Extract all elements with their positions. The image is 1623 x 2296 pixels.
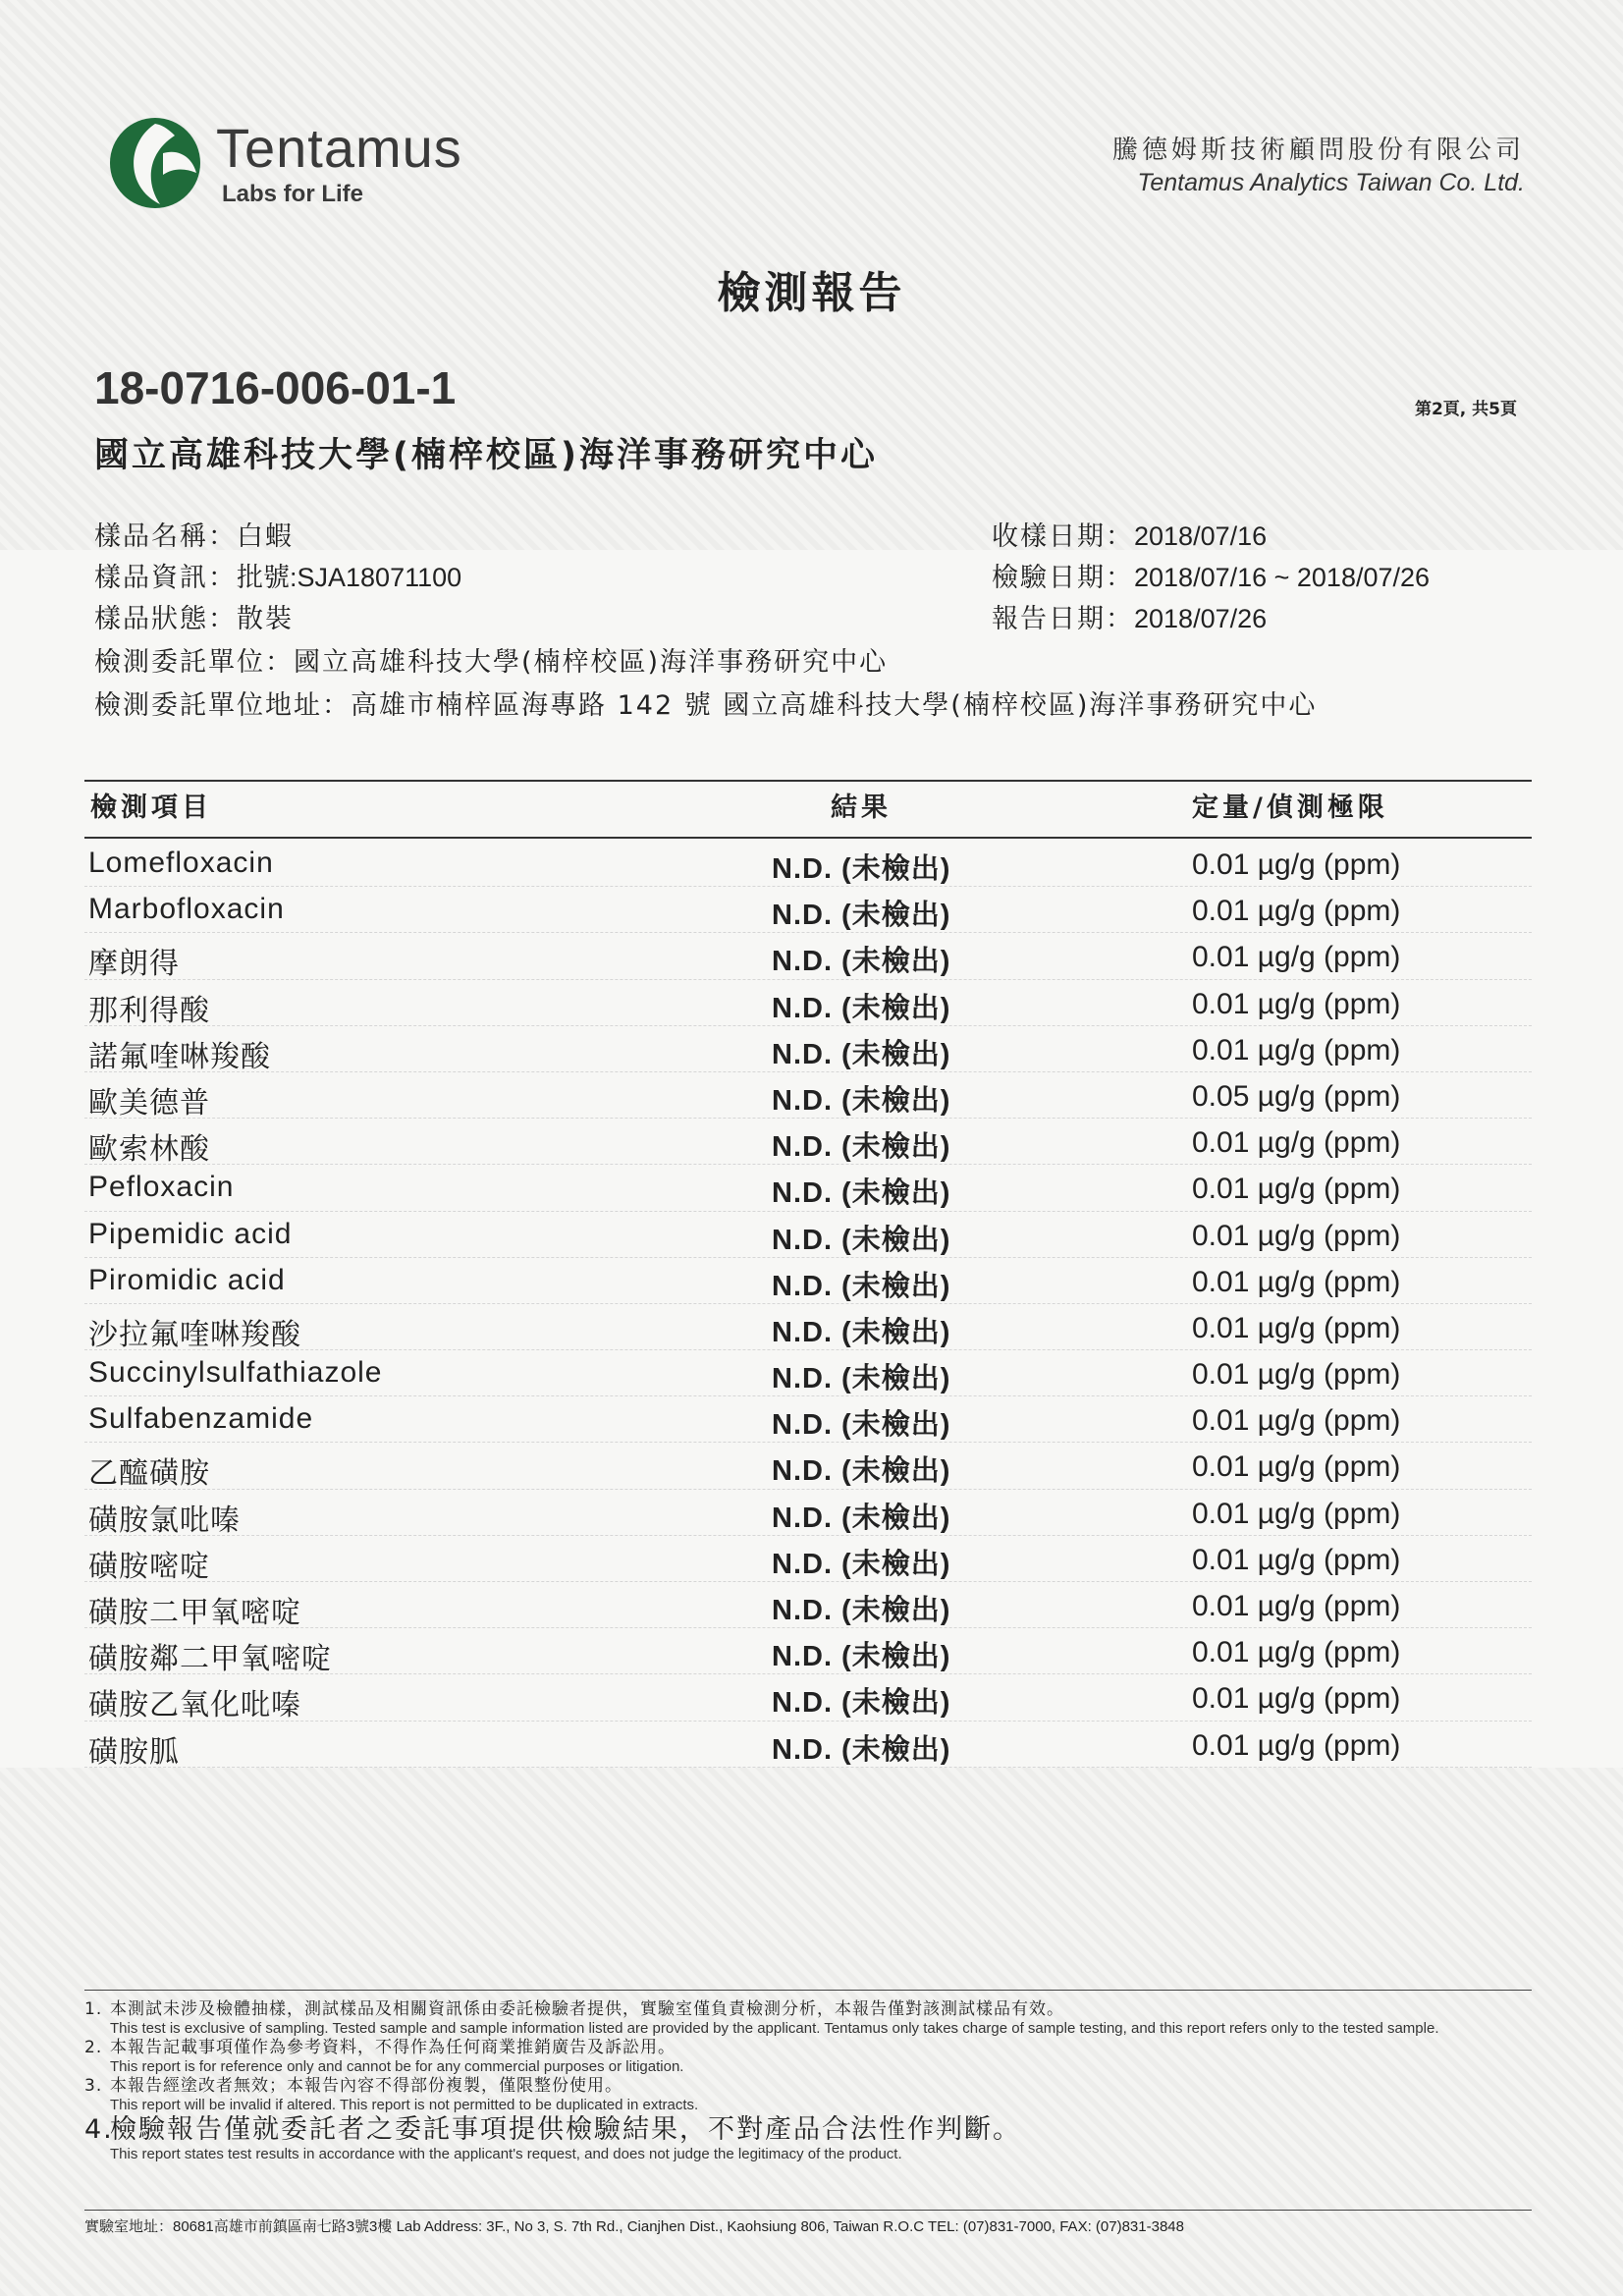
result-cell: N.D. (未檢出): [772, 992, 951, 1024]
note-number: 3.: [84, 2076, 103, 2096]
table-row: [84, 980, 1532, 1026]
table-top-rule: [84, 780, 1532, 782]
limit-cell: 0.01 µg/g (ppm): [1192, 1358, 1401, 1392]
sample-state-label: 樣品狀態：: [94, 604, 237, 634]
test-item-cell: 歐索林酸: [88, 1133, 210, 1167]
limit-cell: 0.01 µg/g (ppm): [1192, 1033, 1401, 1066]
header-result: 結果: [831, 793, 892, 823]
company-name-zh: 騰德姆斯技術顧問股份有限公司: [1111, 136, 1525, 165]
note-text-en: This report is for reference only and cannot be for any commercial purposes or litigation.: [110, 2058, 684, 2075]
note-text-zh: 本測試未涉及檢體抽樣，測試樣品及相關資訊係由委託檢驗者提供，實驗室僅負責檢測分析，本報告僅對該測試樣品有效。: [110, 1999, 1064, 2019]
client-row: [94, 640, 888, 679]
sample-name-row: [94, 515, 294, 553]
table-row: [84, 1582, 1532, 1628]
result-cell: N.D. (未檢出): [772, 1177, 951, 1210]
document-title: 檢測報告: [717, 268, 906, 318]
test-item-cell: 磺胺乙氧化吡嗪: [88, 1689, 301, 1722]
table-row: [84, 1674, 1532, 1721]
note-number: 4.: [84, 2114, 114, 2145]
result-cell: N.D. (未檢出): [772, 1363, 951, 1395]
result-cell: N.D. (未檢出): [772, 1687, 951, 1720]
client-address-label: 檢測委託單位地址：: [94, 690, 351, 721]
sample-state-row: [94, 597, 294, 635]
note-text-zh: 本報告經塗改者無效；本報告內容不得部份複製，僅限整份使用。: [110, 2076, 622, 2096]
report-date-label: 報告日期：: [992, 604, 1134, 634]
footer-rule: [84, 1990, 1532, 1991]
client-value: 國立高雄科技大學(楠梓校區)海洋事務研究中心: [294, 647, 889, 678]
table-row: [84, 1165, 1532, 1211]
test-item-cell: Pefloxacin: [88, 1171, 235, 1204]
note-text-en: This test is exclusive of sampling. Tested sample and sample information listed are provided by the applicant. Tentamus only takes charge of sample testing, and this report refers only to the tested sample.: [110, 2020, 1439, 2037]
result-cell: N.D. (未檢出): [772, 1548, 951, 1580]
test-item-cell: 磺胺氯吡嗪: [88, 1503, 241, 1537]
result-cell: N.D. (未檢出): [772, 900, 951, 932]
table-row: [84, 1396, 1532, 1443]
test-item-cell: 那利得酸: [88, 994, 210, 1027]
test-item-cell: Succinylsulfathiazole: [88, 1356, 383, 1390]
limit-cell: 0.01 µg/g (ppm): [1192, 848, 1401, 881]
sample-info-label: 樣品資訊：: [94, 563, 237, 593]
sample-name-value: 白蝦: [237, 521, 294, 552]
footer-note: [84, 2114, 1532, 2163]
client-label: 檢測委託單位：: [94, 647, 294, 678]
client-address-value: 高雄市楠梓區海專路 142 號 國立高雄科技大學(楠梓校區)海洋事務研究中心: [351, 690, 1318, 721]
table-row: [84, 1490, 1532, 1536]
test-date-row: [992, 556, 1430, 594]
result-cell: N.D. (未檢出): [772, 853, 951, 885]
result-cell: N.D. (未檢出): [772, 1641, 951, 1673]
sample-name-label: 樣品名稱：: [94, 521, 237, 552]
result-cell: N.D. (未檢出): [772, 1131, 951, 1164]
limit-cell: 0.05 µg/g (ppm): [1192, 1079, 1401, 1113]
test-item-cell: 磺胺鄰二甲氧嘧啶: [88, 1643, 332, 1676]
result-cell: N.D. (未檢出): [772, 1502, 951, 1534]
limit-cell: 0.01 µg/g (ppm): [1192, 1497, 1401, 1530]
test-item-cell: Pipemidic acid: [88, 1217, 293, 1250]
table-row: [84, 1628, 1532, 1674]
test-item-cell: 歐美德普: [88, 1086, 210, 1120]
table-row: [84, 1119, 1532, 1165]
result-cell: N.D. (未檢出): [772, 1224, 951, 1256]
table-header-rule: [84, 837, 1532, 839]
limit-cell: 0.01 µg/g (ppm): [1192, 1590, 1401, 1622]
limit-cell: 0.01 µg/g (ppm): [1192, 1682, 1401, 1716]
test-item-cell: 沙拉氟喹啉羧酸: [88, 1318, 301, 1351]
result-cell: N.D. (未檢出): [772, 1270, 951, 1302]
note-text-en: This report states test results in accordance with the applicant's request, and does not judge the legitimacy of the product.: [110, 2146, 902, 2162]
footer-note: [84, 2076, 1532, 2114]
limit-cell: 0.01 µg/g (ppm): [1192, 1728, 1401, 1762]
table-row: [84, 1026, 1532, 1072]
report-date-value: 2018/07/26: [1134, 604, 1268, 633]
company-name-en: Tentamus Analytics Taiwan Co. Ltd.: [1137, 169, 1525, 196]
client-address-row: [94, 683, 1317, 722]
table-row: [84, 1304, 1532, 1350]
limit-cell: 0.01 µg/g (ppm): [1192, 1543, 1401, 1576]
received-date-value: 2018/07/16: [1134, 521, 1268, 551]
test-item-cell: Marbofloxacin: [88, 893, 285, 926]
note-number: 1.: [84, 1999, 103, 2019]
page-indicator: 第2頁, 共5頁: [1414, 400, 1517, 419]
result-cell: N.D. (未檢出): [772, 1084, 951, 1117]
table-row: [84, 1722, 1532, 1768]
sample-info-row: [94, 556, 461, 594]
header-limit: 定量/偵測極限: [1192, 793, 1388, 823]
test-item-cell: Sulfabenzamide: [88, 1402, 314, 1436]
test-item-cell: Piromidic acid: [88, 1263, 286, 1296]
leaf-logo-icon: [106, 114, 204, 212]
note-text-en: This report will be invalid if altered. This report is not permitted to be duplicated in extracts.: [110, 2097, 699, 2113]
result-cell: N.D. (未檢出): [772, 1409, 951, 1442]
table-row: [84, 1536, 1532, 1582]
limit-cell: 0.01 µg/g (ppm): [1192, 1404, 1401, 1438]
table-row: [84, 887, 1532, 933]
brand-name: Tentamus: [216, 117, 462, 179]
client-title: 國立高雄科技大學(楠梓校區)海洋事務研究中心: [94, 436, 878, 475]
test-item-cell: 諾氟喹啉羧酸: [88, 1040, 271, 1073]
test-item-cell: Lomefloxacin: [88, 847, 274, 879]
limit-cell: 0.01 µg/g (ppm): [1192, 1450, 1401, 1484]
limit-cell: 0.01 µg/g (ppm): [1192, 895, 1401, 928]
footer-note: [84, 2038, 1532, 2076]
received-date-label: 收樣日期：: [992, 521, 1134, 552]
result-cell: N.D. (未檢出): [772, 1733, 951, 1766]
result-cell: N.D. (未檢出): [772, 1038, 951, 1070]
limit-cell: 0.01 µg/g (ppm): [1192, 1126, 1401, 1160]
result-cell: N.D. (未檢出): [772, 1595, 951, 1626]
note-number: 2.: [84, 2038, 103, 2057]
table-row: [84, 1350, 1532, 1396]
footer-notes: [84, 1999, 1532, 2163]
table-row: [84, 1443, 1532, 1489]
result-cell: N.D. (未檢出): [772, 1455, 951, 1488]
test-date-label: 檢驗日期：: [992, 563, 1134, 593]
received-date-row: [992, 515, 1267, 553]
sample-state-value: 散裝: [237, 604, 294, 634]
report-date-row: [992, 597, 1267, 635]
table-row: [84, 841, 1532, 887]
test-date-value: 2018/07/16 ~ 2018/07/26: [1134, 563, 1431, 592]
note-text-zh: 本報告記載事項僅作為參考資料，不得作為任何商業推銷廣告及訴訟用。: [110, 2038, 676, 2057]
test-item-cell: 磺胺嘧啶: [88, 1550, 210, 1583]
table-row: [84, 933, 1532, 979]
note-text-zh: 檢驗報告僅就委託者之委託事項提供檢驗結果，不對產品合法性作判斷。: [110, 2114, 1021, 2145]
results-table-body: [84, 841, 1532, 1768]
limit-cell: 0.01 µg/g (ppm): [1192, 941, 1401, 974]
test-item-cell: 磺胺二甲氧嘧啶: [88, 1597, 301, 1629]
table-row: [84, 1212, 1532, 1258]
limit-cell: 0.01 µg/g (ppm): [1192, 1173, 1401, 1206]
table-row: [84, 1258, 1532, 1304]
header-test-item: 檢測項目: [90, 793, 212, 823]
sample-info-value: 批號:SJA18071100: [237, 563, 462, 592]
table-row: [84, 1072, 1532, 1119]
limit-cell: 0.01 µg/g (ppm): [1192, 1265, 1401, 1298]
test-item-cell: 乙醯磺胺: [88, 1457, 210, 1491]
brand-tagline: Labs for Life: [222, 181, 364, 207]
report-number: 18-0716-006-01-1: [94, 362, 457, 413]
limit-cell: 0.01 µg/g (ppm): [1192, 987, 1401, 1020]
result-cell: N.D. (未檢出): [772, 946, 951, 978]
test-item-cell: 磺胺胍: [88, 1735, 180, 1769]
limit-cell: 0.01 µg/g (ppm): [1192, 1219, 1401, 1252]
result-cell: N.D. (未檢出): [772, 1316, 951, 1348]
lab-address: 實驗室地址：80681高雄市前鎮區南七路3號3樓 Lab Address: 3F., No 3, S. 7th Rd., Cianjhen Dist., Kaohsiung 806, Taiwan R.O.C TEL: (07)831-7000, FAX: (07)831-3848: [84, 2218, 1184, 2235]
company-logo: [106, 110, 499, 218]
limit-cell: 0.01 µg/g (ppm): [1192, 1311, 1401, 1344]
footer-note: [84, 1999, 1532, 2038]
limit-cell: 0.01 µg/g (ppm): [1192, 1636, 1401, 1669]
test-item-cell: 摩朗得: [88, 948, 180, 981]
address-rule: [84, 2210, 1532, 2211]
